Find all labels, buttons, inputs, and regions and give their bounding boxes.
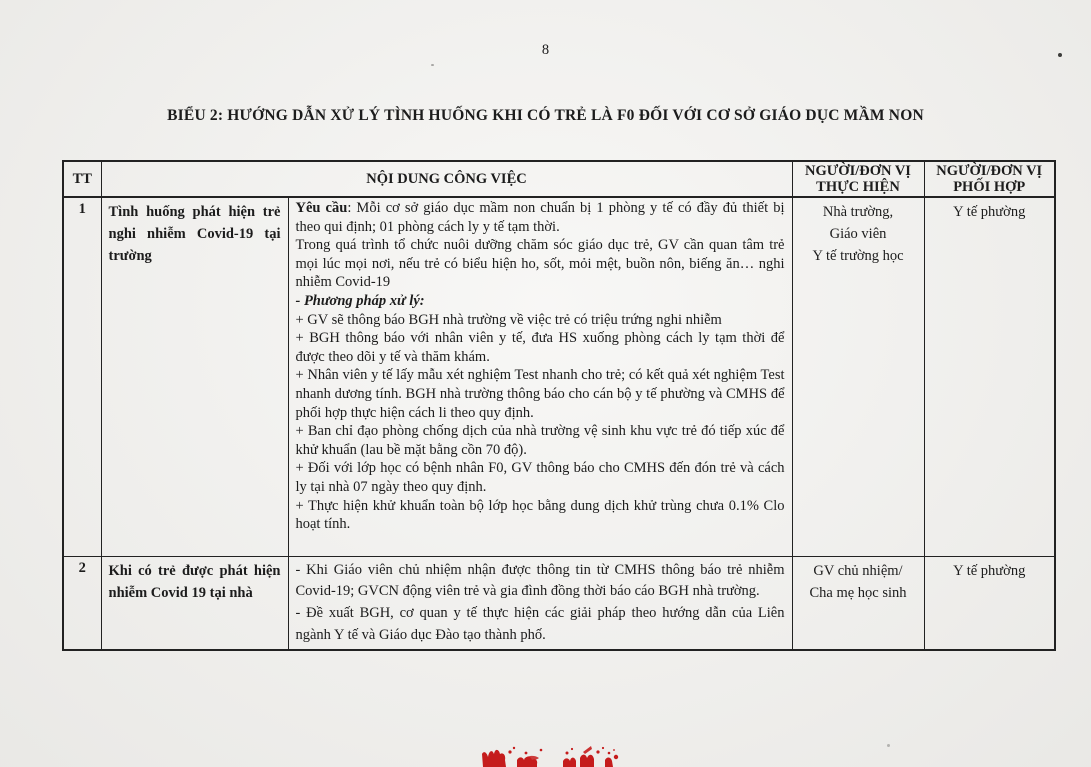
header-nguoi-thuc-hien-line2: THỰC HIỆN [816, 179, 900, 195]
header-nguoi-thuc-hien-line1: NGƯỜI/ĐƠN VỊ [805, 163, 911, 179]
row2-situation: Khi có trẻ được phát hiện nhiễm Covid 19 tại nhà [101, 556, 288, 650]
content-paragraph: + BGH thông báo với nhân viên y tế, đưa HS xuống phòng cách ly tạm thời để được theo dõi y tế và thăm khám. [295, 330, 785, 365]
row1-content [288, 197, 792, 556]
header-nguoi-phoi-hop [924, 161, 1055, 197]
page-number: 8 [541, 42, 550, 58]
row2-number: 2 [63, 556, 101, 650]
header-noi-dung: NỘI DUNG CÔNG VIỆC [101, 161, 792, 197]
scan-speck [887, 744, 890, 747]
executor-line: GV chủ nhiệm/ [813, 562, 903, 579]
row1-number: 1 [63, 197, 101, 556]
row2-executor [792, 556, 924, 650]
executor-line: Cha mẹ học sinh [809, 584, 907, 601]
method-heading: - Phương pháp xử lý: [295, 292, 425, 309]
document-title: BIỂU 2: HƯỚNG DẪN XỬ LÝ TÌNH HUỐNG KHI CÓ TRẺ LÀ F0 ĐỐI VỚI CƠ SỞ GIÁO DỤC MẦM NON [167, 107, 924, 124]
content-paragraph: + Nhân viên y tế lấy mẫu xét nghiệm Test nhanh cho trẻ; có kết quả xét nghiệm Test nhanh dương tính. BGH nhà trường thông báo cho cán bộ y tế phường và CMHS để phối hợp thực hiện cách li theo quy định. [295, 367, 785, 421]
row1-executor [792, 197, 924, 556]
requirement-text: : Mỗi cơ sở giáo dục mầm non chuẩn bị 1 phòng y tế có đầy đủ thiết bị theo qui định; 01 phòng cách ly y tế tạm thời. [295, 200, 785, 235]
content-paragraph: + Thực hiện khử khuẩn toàn bộ lớp học bằng dung dịch khử trùng chưa 0.1% Clo hoạt tính. [295, 497, 785, 533]
content-paragraph: - Khi Giáo viên chủ nhiệm nhận được thông tin từ CMHS thông báo trẻ nhiễm Covid-19; GVCN động viên trẻ và gia đình đồng thời báo cáo BGH nhà trường. [295, 561, 785, 600]
row2-content [288, 556, 792, 650]
table-header [63, 161, 1055, 197]
table-row [63, 556, 1055, 650]
row1-coordinator: Y tế phường [924, 197, 1055, 556]
scan-speck [1058, 53, 1062, 57]
row1-situation: Tình huống phát hiện trẻ nghi nhiễm Covid-19 tại trường [101, 197, 288, 556]
header-nguoi-thuc-hien [792, 161, 924, 197]
header-nguoi-phoi-hop-line1: NGƯỜI/ĐƠN VỊ [936, 163, 1043, 179]
header-nguoi-phoi-hop-line2: PHỐI HỢP [953, 179, 1026, 195]
content-paragraph: Trong quá trình tổ chức nuôi dưỡng chăm sóc giáo dục trẻ, GV cần quan tâm trẻ mọi lúc mọi nơi, nếu trẻ có biểu hiện ho, sốt, mỏi mệt, buồn nôn, biếng ăn… nghi nhiễm Covid-19 [295, 237, 785, 291]
executor-line: Giáo viên [829, 226, 887, 242]
executor-line: Nhà trường, [822, 204, 894, 220]
red-ink-stamp-fragment [479, 740, 659, 767]
scan-speck [431, 64, 434, 66]
table-row [63, 197, 1055, 556]
content-paragraph [296, 199, 785, 236]
header-tt: TT [63, 161, 101, 197]
executor-line: Y tế trường học [812, 248, 904, 264]
content-paragraph: + Đối với lớp học có bệnh nhân F0, GV thông báo cho CMHS đến đón trẻ và cách ly tại nhà 07 ngày theo quy định. [295, 460, 785, 495]
content-paragraph: - Đề xuất BGH, cơ quan y tế thực hiện các giải pháp theo hướng dẫn của Liên ngành Y tế và Giáo dục Đào tạo thành phố. [295, 605, 785, 643]
procedure-table [62, 160, 1056, 651]
header-row [63, 161, 1055, 197]
content-paragraph: + Ban chỉ đạo phòng chống dịch của nhà trường vệ sinh khu vực trẻ đó tiếp xúc để khử khuẩn (lau bề mặt bằng cồn 70 độ). [295, 423, 785, 458]
row2-coordinator: Y tế phường [924, 556, 1055, 650]
content-paragraph: + GV sẽ thông báo BGH nhà trường về việc trẻ có triệu trứng nghi nhiễm [295, 311, 722, 328]
requirement-label: Yêu cầu [295, 200, 348, 216]
